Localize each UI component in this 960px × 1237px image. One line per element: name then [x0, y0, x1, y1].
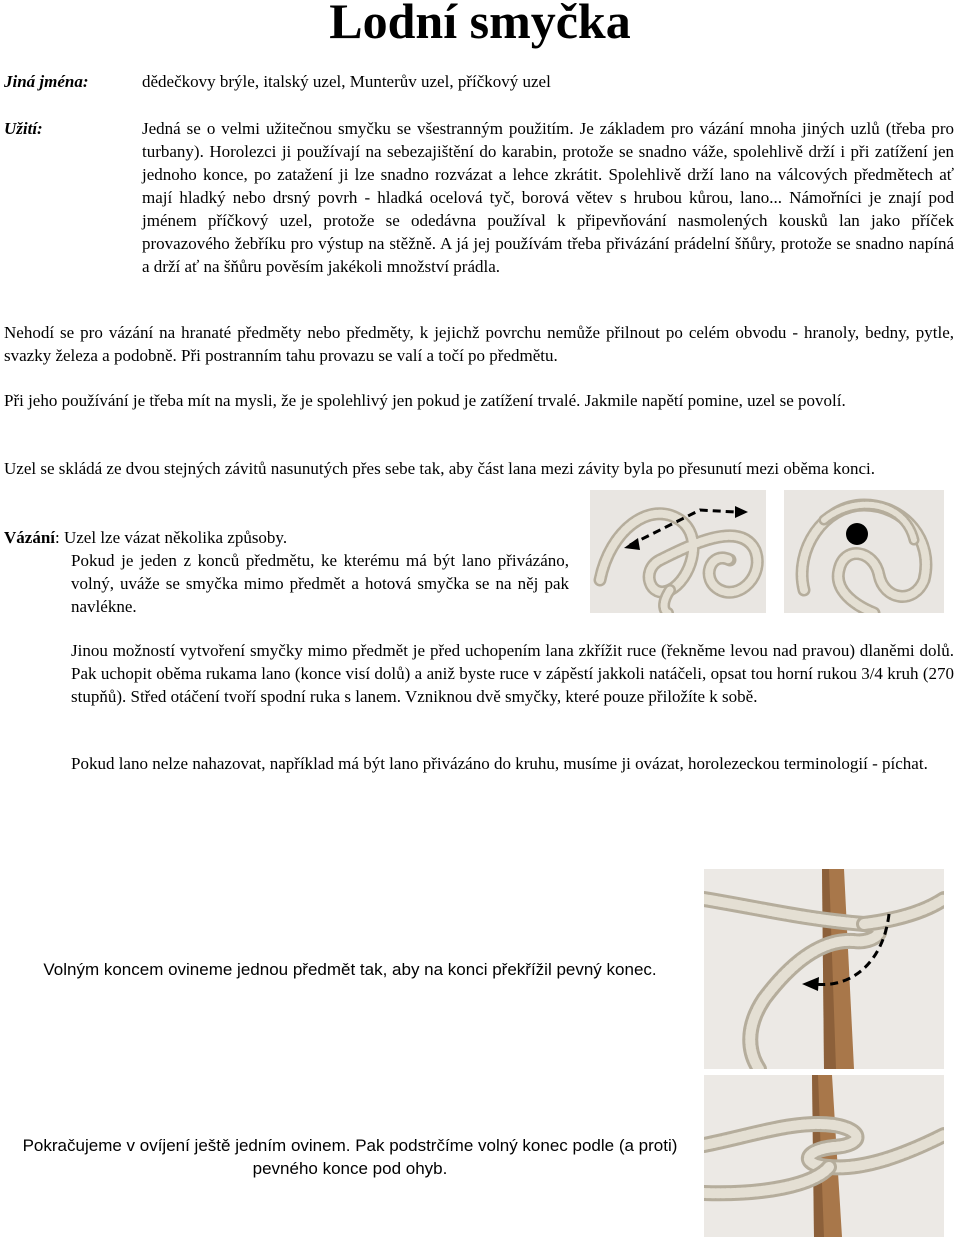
- tying-label: Vázání: [4, 528, 55, 547]
- paragraph-reliability: Při jeho používání je třeba mít na mysli, že je spolehlivý jen pokud je zatížení trvalé. Jakmile napětí pomine, uzel se povolí.: [4, 391, 846, 410]
- knot-loops-overlapped-illustration: [784, 490, 944, 613]
- stick-wrap-step1-illustration: [704, 869, 944, 1069]
- paragraph-unsuitable: Nehodí se pro vázání na hranaté předměty nebo předměty, k jejichž povrchu nemůže přilnout po celém obvodu - hranoly, bedny, pytle, svazky železa a podobně. Při postranním tahu provazu se valí a točí po předmětu.: [4, 323, 954, 365]
- usage-text: Jedná se o velmi užitečnou smyčku se všestranným použitím. Je základem pro vázání mnoha jiných uzlů (třeba pro turbany). Horolezci ji používají na sebezajištění do karabin, protože se snadno váže, spolehlivě drží i při zatížení jen jednoho konce, po zatažení ji lze snadno rozvázat a lehce zkrátit. Spolehlivě drží lano na válcových předmětech ať mají hladký nebo drsný povrh - hladká ocelová tyč, borová větev s hrubou kůrou, lano... Námořníci je znají pod jménem příčkový uzel, protože se odedávna používal k připevňování nasmolených kousků lan jako příček provazového žebříku pro výstup na stěžně. A já jej používám třeba přivázání prádelní šňůry, protože se snadno napíná a drží ať na šňůru pověsím jakékoli množství prádla.: [142, 119, 954, 276]
- knot-photo-step-1: [704, 869, 944, 1069]
- usage-label: Užití:: [4, 119, 43, 138]
- page-title: Lodní smyčka: [329, 0, 631, 49]
- tying-paragraph-2: Jinou možností vytvoření smyčky mimo předmět je před uchopením lana zkřížit ruce (řekněme levou nad pravou) dlaněmi dolů. Pak uchopit oběma rukama lano (konce visí dolů) a aniž byste ruce v zápěstí jakkoli natáčeli, opsat tou horní rukou 3/4 kruh (270 stupňů). Střed otáčení tvoří spodní ruka s lanem. Vzniknou dvě smyčky, které pouze přiložíte k sobě.: [71, 641, 954, 706]
- knot-photo-step-2: [704, 1075, 944, 1237]
- caption-step-1: Volným koncem ovineme jednou předmět tak, aby na konci překřížil pevný konec.: [43, 960, 657, 979]
- tying-intro-text: : Uzel lze vázat několika způsoby.: [55, 528, 288, 547]
- object-position-dot: [846, 523, 868, 545]
- tying-paragraph-3: Pokud lano nelze nahazovat, například má být lano přivázáno do kruhu, musíme ji ovázat, horolezeckou terminologií - píchat.: [71, 754, 928, 773]
- tying-intro: [4, 526, 564, 549]
- other-names-label: Jiná jména:: [4, 72, 89, 91]
- stick-wrap-step2-illustration: [704, 1075, 944, 1237]
- paragraph-structure: Uzel se skládá ze dvou stejných závitů nasunutých přes sebe tak, aby část lana mezi závity byla po přesunutí mezi oběma konci.: [4, 459, 875, 478]
- knot-photo-loops-arrow: [590, 490, 766, 613]
- caption-step-2: Pokračujeme v ovíjení ještě jedním ovinem. Pak podstrčíme volný konec podle (a proti) pevného konce pod ohyb.: [22, 1136, 678, 1178]
- knot-photo-loops-dot: [784, 490, 944, 613]
- other-names-value: dědečkovy brýle, italský uzel, Munterův uzel, příčkový uzel: [142, 72, 551, 91]
- knot-loops-illustration: [590, 490, 766, 613]
- tying-paragraph-1: Pokud je jeden z konců předmětu, ke kterému má být lano přivázáno, volný, uváže se smyčka mimo předmět a hotová smyčka se na něj pak navlékne.: [71, 551, 569, 616]
